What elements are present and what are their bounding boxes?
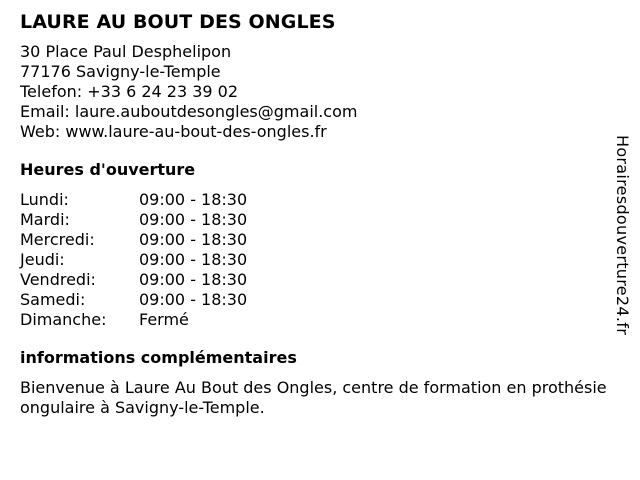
web-line: Web: www.laure-au-bout-des-ongles.fr (20, 122, 327, 141)
day-label: Mardi: (20, 210, 70, 229)
address-line-2: 77176 Savigny-le-Temple (20, 62, 221, 81)
hours-row-saturday (20, 290, 247, 310)
phone-line: Telefon: +33 6 24 23 39 02 (20, 82, 239, 101)
business-card (20, 8, 610, 418)
day-hours: 09:00 - 18:30 (139, 290, 248, 309)
hours-row-tuesday (20, 210, 247, 230)
opening-hours-heading: Heures d'ouverture (20, 160, 196, 179)
day-hours: 09:00 - 18:30 (139, 230, 248, 249)
day-hours: Fermé (139, 310, 189, 329)
day-hours: 09:00 - 18:30 (139, 270, 248, 289)
day-label: Vendredi: (20, 270, 96, 289)
day-label: Lundi: (20, 190, 69, 209)
day-hours: 09:00 - 18:30 (139, 250, 248, 269)
hours-row-friday (20, 270, 247, 290)
day-hours: 09:00 - 18:30 (139, 190, 248, 209)
day-label: Samedi: (20, 290, 86, 309)
address-line-1: 30 Place Paul Desphelipon (20, 42, 232, 61)
day-hours: 09:00 - 18:30 (139, 210, 248, 229)
day-label: Jeudi: (20, 250, 65, 269)
hours-row-wednesday (20, 230, 247, 250)
hours-row-thursday (20, 250, 247, 270)
hours-row-monday (20, 190, 247, 210)
business-name: LAURE AU BOUT DES ONGLES (20, 11, 336, 33)
additional-info-text: Bienvenue à Laure Au Bout des Ongles, centre de formation en prothésie ongulaire à Savigny-le-Temple. (20, 378, 607, 417)
site-watermark: Horairesdouverture24.fr (613, 135, 632, 336)
opening-hours-table (20, 190, 247, 330)
hours-row-sunday (20, 310, 247, 330)
additional-info-heading: informations complémentaires (20, 348, 297, 367)
email-line: Email: laure.auboutdesongles@gmail.com (20, 102, 358, 121)
day-label: Dimanche: (20, 310, 107, 329)
day-label: Mercredi: (20, 230, 95, 249)
